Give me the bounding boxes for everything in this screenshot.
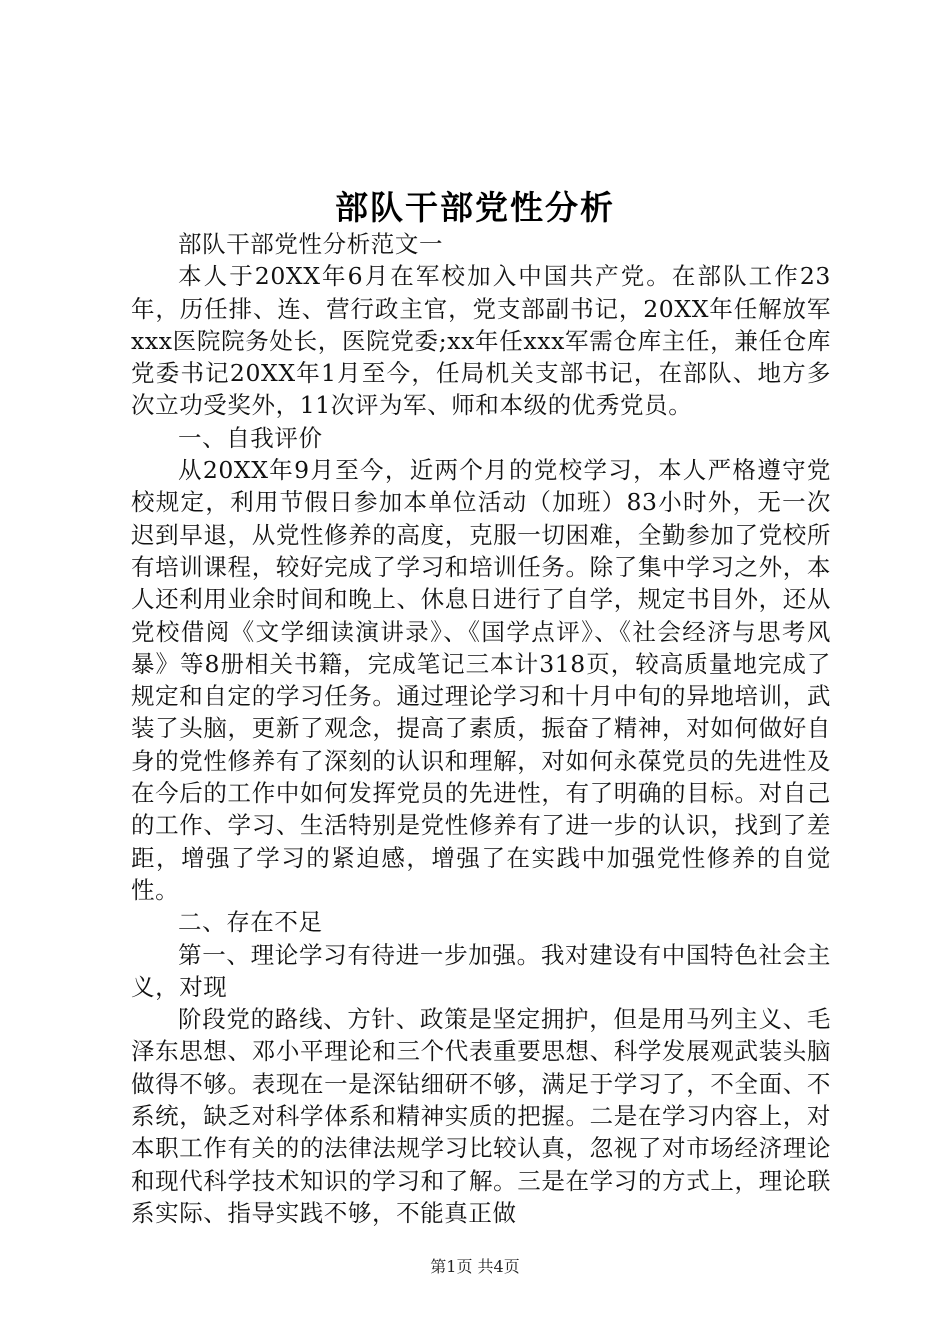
page-footer: 第1页 共4页: [430, 1257, 520, 1276]
paragraph-shortcoming-first: 第一、理论学习有待进一步加强。我对建设有中国特色社会主义，对现: [131, 940, 831, 1001]
heading-shortcomings: 二、存在不足: [178, 908, 323, 937]
paragraph-self-evaluation: 从20XX年9月至今，近两个月的党校学习，本人严格遵守党校规定，利用节假日参加本单位活动（加班）83小时外，无一次迟到早退，从党性修养的高度，克服一切困难，全勤参加了党校所有培训课程，较好完成了学习和培训任务。除了集中学习之外，本人还利用业余时间和晚上、休息日进行了自学，规定书目外，还从党校借阅《文学细读演讲录》、《国学点评》、《社会经济与思考风暴》等8册相关书籍，完成笔记三本计318页，较高质量地完成了规定和自定的学习任务。通过理论学习和十月中旬的异地培训，武装了头脑，更新了观念，提高了素质，振奋了精神，对如何做好自身的党性修养有了深刻的认识和理解，对如何永葆党员的先进性及在今后的工作中如何发挥党员的先进性，有了明确的目标。对自己的工作、学习、生活特别是党性修养有了进一步的认识，找到了差距，增强了学习的紧迫感，增强了在实践中加强党性修养的自觉性。: [131, 456, 831, 904]
heading-self-evaluation: 一、自我评价: [178, 423, 323, 452]
document-body: [131, 228, 831, 1229]
paragraph-intro: 本人于20XX年6月在军校加入中国共产党。在部队工作23年，历任排、连、营行政主官，党支部副书记，20XX年任解放军xxx医院院务处长，医院党委;xx年任xxx军需仓库主任，兼任仓库党委书记20XX年1月至今，任局机关支部书记，在部队、地方多次立功受奖外，11次评为军、师和本级的优秀党员。: [131, 262, 831, 420]
paragraph-shortcoming-continued: 阶段党的路线、方针、政策是坚定拥护，但是用马列主义、毛泽东思想、邓小平理论和三个代表重要思想、科学发展观武装头脑做得不够。表现在一是深钻细研不够，满足于学习了，不全面、不系统，缺乏对科学体系和精神实质的把握。二是在学习内容上，对本职工作有关的的法律法规学习比较认真，忽视了对市场经济理论和现代科学技术知识的学习和了解。三是在学习的方式上，理论联系实际、指导实践不够，不能真正做: [131, 1005, 831, 1227]
paragraph-subtitle: 部队干部党性分析范文一: [178, 230, 444, 258]
document-title: 部队干部党性分析: [335, 188, 615, 227]
